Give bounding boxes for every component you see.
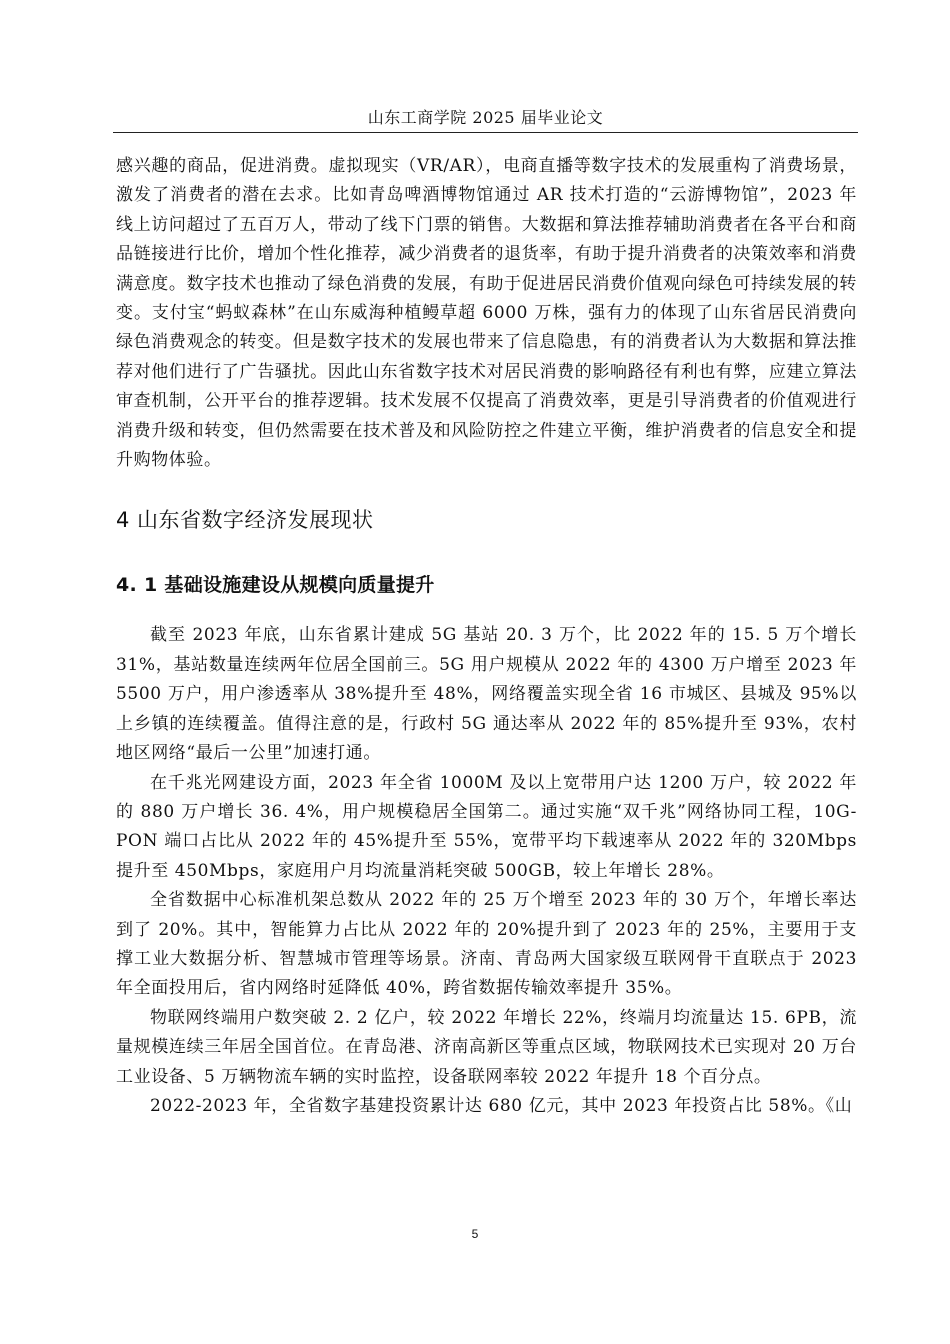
paragraph-continued: 感兴趣的商品，促进消费。虚拟现实（VR/AR），电商直播等数字技术的发展重构了消费场景，激发了消费者的潜在去求。比如青岛啤酒博物馆通过 AR 技术打造的“云游博物馆”，2023 年线上访问超过了五百万人，带动了线下门票的销售。大数据和算法推荐辅助消费者在各平台和商品链接进行比价，增加个性化推荐，减少消费者的退货率，有助于提升消费者的决策效率和消费满意度。数字技术也推动了绿色消费的发展，有助于促进居民消费价值观向绿色可持续发展的转变。支付宝“蚂蚁森林”在山东威海种植鳗草超 6000 万株，强有力的体现了山东省居民消费向绿色消费观念的转变。但是数字技术的发展也带来了信息隐患，有的消费者认为大数据和算法推荐对他们进行了广告骚扰。因此山东省数字技术对居民消费的影响路径有利也有弊，应建立算法审查机制，公开平台的推荐逻辑。技术发展不仅提高了消费效率，更是引导消费者的价值观进行消费升级和转变，但仍然需要在技术普及和风险防控之件建立平衡，维护消费者的信息安全和提升购物体验。 — [116, 156, 857, 471]
section-heading: 4. 1 基础设施建设从规模向质量提升 — [116, 574, 435, 597]
header-rule — [113, 132, 858, 133]
running-header: 山东工商学院 2025 届毕业论文 — [367, 108, 604, 127]
page-number: 5 — [471, 1227, 479, 1241]
document-body — [116, 152, 857, 1121]
paragraph-investment: 2022-2023 年，全省数字基建投资累计达 680 亿元，其中 2023 年投资占比 58%。《山 — [150, 1095, 853, 1116]
section-gap — [116, 599, 857, 621]
paragraph-gigabit-fiber: 在千兆光网建设方面，2023 年全省 1000M 及以上宽带用户达 1200 万户，较 2022 年的 880 万户增长 36. 4%，用户规模稳居全国第二。通过实施“双千兆”网络协同工程，10G-PON 端口占比从 2022 年的 45%提升至 55%，宽带平均下载速率从 2022 年的 320Mbps 提升至 450Mbps，家庭用户月均流量消耗突破 500GB，较上年增长 28%。 — [116, 772, 857, 881]
paragraph-5g-base-stations: 截至 2023 年底，山东省累计建成 5G 基站 20. 3 万个，比 2022 年的 15. 5 万个增长 31%，基站数量连续两年位居全国前三。5G 用户规模从 2022 年的 4300 万户增至 2023 年 5500 万户，用户渗透率从 38%提升至 48%，网络覆盖实现全省 16 市城区、县城及 95%以上乡镇的连续覆盖。值得注意的是，行政村 5G 通达率从 2022 年的 85%提升至 93%，农村地区网络“最后一公里”加速打通。 — [116, 625, 857, 764]
chapter-heading: 4 山东省数字经济发展现状 — [116, 508, 374, 533]
paragraph-iot: 物联网终端用户数突破 2. 2 亿户，较 2022 年增长 22%，终端月均流量达 15. 6PB，流量规模连续三年居全国首位。在青岛港、济南高新区等重点区域，物联网技术已实现对 20 万台工业设备、5 万辆物流车辆的实时监控，设备联网率较 2022 年提升 18 个百分点。 — [116, 1007, 857, 1087]
paragraph-data-centers: 全省数据中心标准机架总数从 2022 年的 25 万个增至 2023 年的 30 万个，年增长率达到了 20%。其中，智能算力占比从 2022 年的 20%提升到了 2023 年的 25%，主要用于支撑工业大数据分析、智慧城市管理等场景。济南、青岛两大国家级互联网骨干直联点于 2023 年全面投用后，省内网络时延降低 40%，跨省数据传输效率提升 35%。 — [116, 890, 857, 999]
